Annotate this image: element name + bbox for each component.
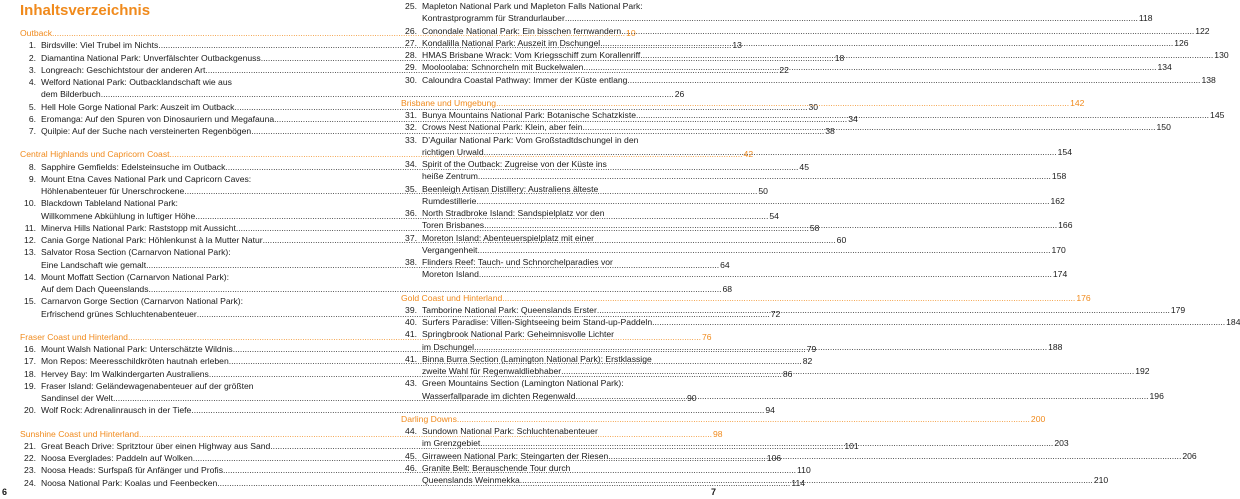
entry-title-continued: zweite Wahl für Regenwaldliebhaber — [422, 366, 562, 376]
entry-title: Mount Etna Caves National Park und Capricorn Caves: — [41, 173, 252, 184]
section-page: 10 — [626, 28, 636, 38]
toc-entry-continuation — [401, 244, 1066, 256]
toc-entry — [401, 353, 702, 365]
section-gap — [401, 86, 702, 96]
entry-title: Salvator Rosa Section (Carnarvon National Park): — [41, 247, 231, 258]
entry-number: 41. — [405, 329, 417, 340]
entry-title: Mon Repos: Meeresschildkröten hautnah erleben — [41, 356, 229, 367]
entry-page: 118 — [1138, 13, 1153, 24]
entry-title-continued: Erfrischend grünes Schluchtenabenteuer — [41, 308, 197, 319]
toc-entry — [401, 0, 702, 12]
toc-entry — [401, 256, 702, 268]
toc-entry — [20, 173, 318, 185]
entry-page: 210 — [1093, 475, 1109, 485]
entry-title: Wolf Rock: Adrenalinrausch in der Tiefe — [41, 405, 192, 416]
section-gap — [20, 417, 318, 427]
entry-number: 39. — [405, 304, 417, 315]
dot-leader — [576, 390, 1149, 402]
entry-page: 138 — [1201, 74, 1216, 85]
entry-title-continued: Auf dem Dach Queenslands — [41, 284, 149, 294]
section-page: 42 — [743, 149, 754, 160]
entry-page: 58 — [809, 222, 820, 233]
dot-leader — [477, 244, 1050, 256]
entry-title: Kondalilla National Park: Auszeit im Dschungel — [422, 37, 601, 48]
entry-title: Longreach: Geschichtstour der anderen Art — [41, 64, 206, 75]
entry-title: Minerva Hills National Park: Raststopp mit Aussicht — [41, 222, 236, 233]
dot-leader — [474, 341, 1047, 353]
entry-title: Caloundra Coastal Pathway: Immer der Küste entlang — [422, 74, 628, 85]
entry-number: 15. — [24, 296, 36, 307]
entry-page: 154 — [1057, 146, 1072, 157]
entry-number: 7. — [28, 126, 36, 136]
toc-entry-continuation — [401, 170, 1067, 182]
entry-number: 43. — [405, 378, 417, 389]
section-page: 176 — [1076, 292, 1091, 303]
entry-title: Mount Walsh National Park: Unterschätzte Wildnis — [41, 344, 233, 354]
page-number-right: 7 — [710, 487, 716, 497]
entry-page: 158 — [1051, 171, 1067, 182]
toc-entry — [20, 380, 318, 392]
toc-entry — [20, 246, 318, 258]
section-title: Darling Downs — [401, 413, 457, 424]
entry-title: Mapleton National Park und Mapleton Falls National Park: — [422, 1, 643, 11]
entry-number: 34. — [405, 159, 417, 169]
entry-number: 11. — [24, 222, 36, 233]
entry-title: Noosa Heads: Surfspaß für Anfänger und Profis — [41, 465, 223, 476]
toc-entry — [20, 197, 318, 209]
entry-page: 30 — [808, 101, 819, 112]
entry-page: 134 — [1157, 62, 1172, 73]
entry-page: 150 — [1156, 122, 1171, 133]
entry-page: 13 — [732, 40, 742, 51]
entry-page: 38 — [825, 126, 835, 136]
entry-title-continued: Queenslands Weinmekka — [422, 475, 520, 485]
dot-leader — [583, 61, 1156, 73]
toc-entry — [401, 425, 702, 437]
entry-title: Blackdown Tableland National Park: — [41, 198, 178, 209]
entry-title: Crows Nest National Park: Klein, aber fein — [422, 122, 583, 133]
toc-entry — [401, 232, 702, 244]
entry-page: 126 — [1174, 37, 1189, 48]
entry-title: Great Beach Drive: Spritztour über einen Highway aus Sand — [41, 440, 271, 451]
entry-title: Noosa Everglades: Paddeln auf Wolken — [41, 453, 193, 463]
toc-entry — [20, 271, 318, 283]
entry-number: 40. — [405, 317, 417, 327]
entry-number: 46. — [405, 462, 417, 473]
dot-leader — [479, 268, 1052, 280]
entry-page: 45 — [799, 161, 809, 172]
dot-leader — [583, 121, 1156, 133]
entry-number: 5. — [28, 101, 36, 112]
dot-leader — [484, 219, 1057, 231]
toc-entry — [401, 328, 702, 340]
entry-title-continued: Sandinsel der Welt — [41, 393, 113, 403]
dot-leader — [480, 437, 1053, 449]
entry-title-continued: Vergangenheit — [422, 244, 478, 255]
section-page: 200 — [1030, 413, 1046, 424]
dot-leader — [600, 37, 1173, 49]
entry-number: 26. — [405, 25, 417, 36]
entry-title: North Stradbroke Island: Sandspielplatz vor den — [422, 208, 605, 218]
dot-leader — [636, 109, 1209, 121]
entry-title: Quilpie: Auf der Suche nach versteinerten Regenbögen — [41, 126, 252, 136]
entry-number: 2. — [28, 52, 36, 63]
entry-title-continued: Rumdestillerie — [422, 195, 477, 206]
entry-title: Moreton Island: Abenteuerspielplatz mit einer — [422, 232, 594, 243]
entry-page: 90 — [687, 393, 697, 403]
entry-page: 188 — [1048, 341, 1063, 352]
entry-title: Springbrook National Park: Geheimnisvolle Lichter — [422, 329, 615, 340]
entry-title-continued: Wasserfallparade im dichten Regenwald — [422, 390, 576, 401]
entry-page: 145 — [1210, 110, 1225, 120]
entry-page: 206 — [1182, 450, 1197, 461]
toc-entry-continuation — [401, 268, 1068, 280]
dot-leader — [597, 304, 1170, 316]
entry-title-continued: Moreton Island — [422, 269, 479, 280]
entry-number: 6. — [28, 113, 36, 124]
entry-page: 179 — [1170, 304, 1186, 315]
entry-page: 196 — [1149, 390, 1164, 401]
entry-page: 192 — [1135, 366, 1150, 376]
entry-number: 17. — [24, 356, 36, 367]
section-gap — [401, 402, 702, 412]
entry-page: 101 — [844, 440, 859, 451]
dot-leader — [478, 170, 1051, 182]
entry-page: 130 — [1214, 50, 1229, 60]
entry-number: 27. — [405, 37, 417, 48]
entry-number: 3. — [28, 64, 36, 75]
entry-number: 20. — [24, 405, 36, 416]
entry-number: 19. — [24, 380, 36, 391]
entry-title: Sundown National Park: Schluchtenabenteuer — [422, 426, 598, 436]
entry-number: 14. — [24, 271, 36, 282]
entry-title-continued: richtigen Urwald — [422, 146, 484, 157]
entry-title: Tamborine National Park: Queenslands Erster — [422, 304, 597, 315]
entry-number: 25. — [405, 1, 417, 11]
section-gap — [401, 281, 702, 291]
toc-entry — [20, 76, 318, 88]
entry-title: Spirit of the Outback: Zugreise von der Küste ins — [422, 159, 607, 169]
toc-entry-continuation — [20, 88, 685, 100]
entry-number: 38. — [405, 257, 417, 267]
entry-title: Carnarvon Gorge Section (Carnarvon National Park): — [41, 296, 244, 307]
entry-page: 34 — [848, 113, 858, 124]
entry-title: Birdsville: Viel Trubel im Nichts — [41, 40, 159, 51]
section-title: Gold Coast und Hinterland — [401, 292, 503, 303]
section-title: Fraser Coast und Hinterland — [20, 331, 128, 342]
entry-title: D’Aguilar National Park: Vom Großstadtdschungel in den — [422, 134, 639, 145]
entry-number: 31. — [405, 110, 417, 120]
entry-page: 94 — [765, 405, 775, 416]
dot-leader — [565, 12, 1138, 24]
dot-leader — [457, 413, 1030, 425]
entry-title: Beenleigh Artisan Distillery: Australiens älteste — [422, 183, 599, 194]
entry-title: Fraser Island: Geländewagenabenteuer auf der größten — [41, 380, 254, 391]
entry-number: 4. — [28, 77, 36, 87]
entry-page: 22 — [779, 64, 789, 75]
entry-title: Binna Burra Section (Lamington National Park): Erstklassige — [422, 353, 652, 364]
toc-entry — [401, 74, 1216, 86]
entry-number: 24. — [24, 477, 36, 488]
entry-page: 50 — [758, 186, 768, 196]
entry-page: 184 — [1226, 317, 1240, 327]
toc-entry-continuation — [20, 283, 733, 295]
toc-entry — [401, 183, 702, 195]
entry-title-continued: im Grenzgebiet — [422, 438, 481, 449]
section-gap — [20, 137, 318, 147]
section-title: Outback — [20, 28, 53, 38]
entry-number: 13. — [24, 247, 36, 258]
entry-page: 60 — [836, 235, 847, 245]
entry-page: 110 — [797, 465, 811, 476]
dot-leader — [520, 474, 1093, 486]
entry-title: Flinders Reef: Tauch- und Schnorchelparadies vor — [422, 257, 613, 267]
entry-title-continued: Höhlenabenteuer für Unerschrockene — [41, 186, 185, 196]
dot-leader — [484, 146, 1057, 158]
entry-number: 33. — [405, 134, 417, 145]
entry-page: 64 — [720, 259, 730, 270]
toc-entry — [401, 316, 1240, 328]
entry-title-continued: Willkommene Abkühlung in luftiger Höhe — [41, 210, 196, 221]
entry-page: 122 — [1195, 25, 1210, 36]
entry-title: Surfers Paradise: Villen-Sightseeing beim Stand-up-Paddeln — [422, 317, 653, 327]
entry-page: 170 — [1051, 244, 1066, 255]
dot-leader — [627, 74, 1200, 86]
entry-number: 23. — [24, 465, 36, 476]
entry-number: 22. — [24, 453, 36, 463]
entry-title: Noosa National Park: Koalas und Feenbecken — [41, 477, 218, 488]
entry-title: Diamantina National Park: Unverfälschter Outbackgenuss — [41, 52, 261, 63]
entry-title: Eromanga: Auf den Spuren von Dinosauriern und Megafauna — [41, 113, 275, 124]
dot-leader — [640, 49, 1213, 61]
entry-number: 37. — [405, 232, 417, 243]
entry-number: 16. — [24, 344, 36, 354]
entry-title: Girraween National Park: Steingarten der Riesen — [422, 450, 609, 461]
entry-page: 162 — [1050, 195, 1065, 206]
section-title: Central Highlands und Capricorn Coast — [20, 149, 170, 160]
page-number-left: 6 — [2, 487, 8, 497]
entry-title: Sapphire Gemfields: Edelsteinsuche im Outback — [41, 161, 226, 172]
entry-page: 54 — [769, 210, 779, 221]
dot-leader — [476, 195, 1049, 207]
toc-entry — [20, 295, 318, 307]
dot-leader — [561, 365, 1134, 377]
dot-leader — [502, 292, 1075, 304]
entry-title: HMAS Brisbane Wrack: Vom Kriegsschiff zum Korallenriff — [422, 50, 641, 60]
section-title: Sunshine Coast und Hinterland — [20, 428, 139, 439]
entry-number: 30. — [405, 74, 417, 85]
entry-page: 166 — [1058, 220, 1073, 231]
entry-number: 41. — [405, 353, 417, 364]
entry-page: 72 — [770, 308, 781, 319]
entry-title: Cania Gorge National Park: Höhlenkunst à la Mutter Natur — [41, 235, 263, 245]
toc-entry — [401, 134, 702, 146]
entry-number: 35. — [405, 183, 417, 194]
entry-page: 203 — [1054, 438, 1069, 449]
entry-title: Bunya Mountains National Park: Botanische Schatzkiste — [422, 110, 637, 120]
entry-title: Welford National Park: Outbacklandschaft wie aus — [41, 77, 232, 87]
dot-leader — [652, 316, 1225, 328]
section-title: Brisbane und Umgebung — [401, 97, 497, 108]
toc-entry-continuation — [401, 12, 1153, 24]
section-page: 98 — [713, 428, 723, 439]
entry-title: Mooloolaba: Schnorcheln mit Buckelwalen — [422, 62, 584, 73]
entry-number: 9. — [28, 173, 36, 184]
toc-entry — [20, 404, 775, 416]
entry-page: 86 — [782, 368, 793, 379]
entry-number: 1. — [28, 40, 36, 51]
entry-title: Hervey Bay: Im Walkindergarten Australiens — [41, 368, 209, 379]
section-page: 76 — [701, 331, 712, 342]
entry-title: Hell Hole Gorge National Park: Auszeit im Outback — [41, 101, 235, 112]
entry-number: 28. — [405, 50, 417, 60]
entry-number: 45. — [405, 450, 417, 461]
entry-page: 18 — [834, 52, 845, 63]
entry-number: 32. — [405, 122, 417, 133]
entry-number: 10. — [24, 198, 36, 209]
page-title: Inhaltsverzeichnis — [20, 2, 151, 19]
entry-title-continued: Toren Brisbanes — [422, 220, 485, 231]
entry-title-continued: heiße Zentrum — [422, 171, 478, 182]
dot-leader — [608, 450, 1181, 462]
toc-section-heading — [401, 292, 1091, 304]
entry-title-continued: dem Bilderbuch — [41, 89, 101, 100]
entry-title-continued: im Dschungel — [422, 341, 475, 352]
entry-number: 12. — [24, 235, 36, 245]
entry-number: 29. — [405, 62, 417, 73]
toc-section-heading — [401, 413, 1046, 425]
toc-entry-continuation — [401, 390, 1164, 402]
toc-entry — [401, 158, 702, 170]
section-page: 142 — [1070, 97, 1085, 108]
entry-page: 68 — [722, 284, 733, 294]
entry-number: 21. — [24, 440, 36, 451]
dot-leader — [496, 97, 1069, 109]
entry-title: Granite Belt: Berauschende Tour durch — [422, 462, 571, 473]
entry-title-continued: Eine Landschaft wie gemalt — [41, 259, 147, 270]
entry-title: Mount Moffatt Section (Carnarvon National Park): — [41, 271, 230, 282]
entry-page: 82 — [802, 356, 813, 367]
entry-number: 44. — [405, 426, 417, 436]
entry-title: Conondale National Park: Ein bisschen fernwandern — [422, 25, 622, 36]
entry-number: 8. — [28, 161, 36, 172]
toc-entry — [401, 377, 702, 389]
entry-page: 79 — [806, 344, 817, 354]
entry-page: 114 — [791, 477, 806, 488]
entry-page: 106 — [766, 453, 782, 463]
entry-title: Green Mountains Section (Lamington National Park): — [422, 378, 624, 389]
entry-number: 36. — [405, 208, 417, 218]
entry-number: 18. — [24, 368, 36, 379]
entry-title-continued: Kontrastprogramm für Strandurlauber — [422, 13, 565, 24]
section-gap — [20, 320, 318, 330]
toc-entry-continuation — [401, 195, 1065, 207]
toc-entry — [401, 207, 702, 219]
entry-page: 174 — [1052, 269, 1068, 280]
entry-page: 26 — [674, 89, 685, 100]
toc-entry — [401, 25, 1210, 37]
toc-entry — [401, 462, 702, 474]
dot-leader — [621, 25, 1194, 37]
